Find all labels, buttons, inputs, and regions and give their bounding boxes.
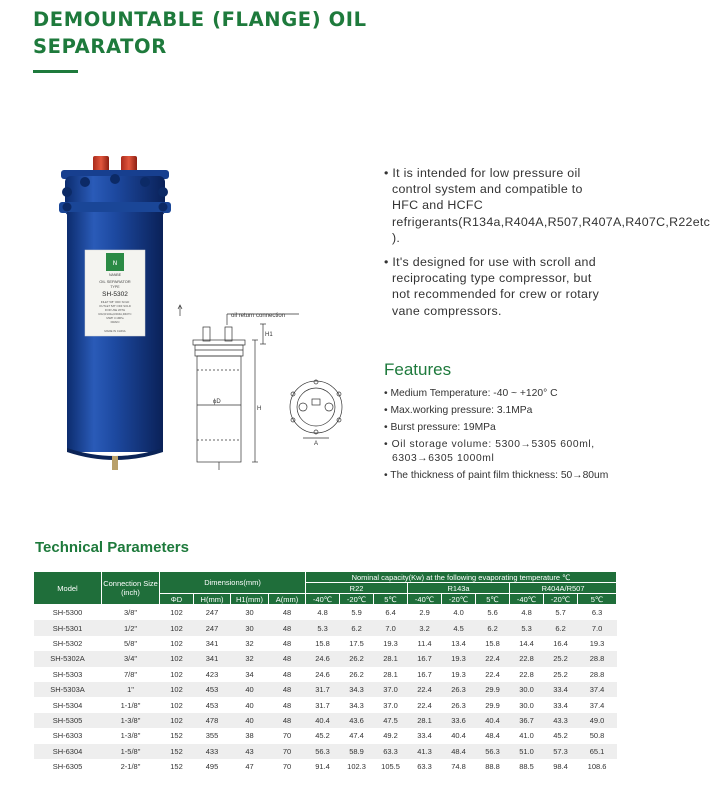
value-cell: 48: [282, 608, 292, 618]
value-cell: 5.9: [351, 608, 362, 618]
value-cell: 102: [160, 713, 194, 728]
value-cell: 48: [269, 651, 306, 666]
value-cell: 47.4: [349, 731, 364, 741]
value-cell: 2.9: [419, 608, 430, 618]
value-cell: 2-1/8": [120, 762, 141, 772]
value-cell: 47.5: [374, 713, 408, 728]
value-cell: 31.7: [306, 682, 340, 697]
label-spec: MWP 3.1MPa: [106, 316, 124, 320]
value-cell: 49.2: [383, 731, 398, 741]
value-cell: 19.3: [442, 651, 476, 666]
value-cell: 58.9: [340, 744, 374, 759]
value-cell: 48: [269, 713, 306, 728]
value-cell: 40.4: [476, 713, 510, 728]
header-temp: -20℃: [340, 594, 374, 605]
value-cell: 26.3: [442, 682, 476, 697]
value-cell: 48: [282, 669, 292, 679]
value-cell: 91.4: [315, 762, 330, 772]
brand-logo: [106, 253, 124, 271]
value-cell: 33.6: [442, 713, 476, 728]
model-cell: SH-5303: [52, 669, 83, 679]
header-temp: 5℃: [476, 594, 510, 605]
value-cell: 56.3: [476, 744, 510, 759]
label-spec: INLET 5/8" ODF SOLD: [100, 300, 130, 304]
value-cell: 341: [205, 638, 219, 648]
table-row: [34, 697, 617, 712]
value-cell: 43: [231, 744, 269, 759]
value-cell: 105.5: [381, 762, 400, 772]
value-cell: 3.2: [408, 620, 442, 635]
value-cell: 37.0: [374, 682, 408, 697]
header-a: A(mm): [269, 594, 306, 605]
value-cell: 433: [194, 744, 231, 759]
product-image: [55, 152, 175, 472]
value-cell: 45.2: [315, 731, 330, 741]
value-cell: 102: [160, 651, 194, 666]
header-model: Model: [34, 572, 102, 605]
value-cell: 24.6: [315, 669, 330, 679]
value-cell: 33.4: [553, 700, 568, 710]
value-cell: 37.0: [383, 700, 398, 710]
header-dimensions: Dimensions(mm): [160, 572, 306, 594]
value-cell: 32: [245, 638, 254, 648]
feature-item: • Medium Temperature: -40 ~ +120° C: [384, 388, 558, 399]
value-cell: 33.4: [417, 731, 432, 741]
value-cell: 16.7: [408, 651, 442, 666]
value-cell: 38: [245, 731, 254, 741]
value-cell: 25.2: [553, 669, 568, 679]
value-cell: 63.3: [417, 762, 432, 772]
table-row: [34, 651, 617, 666]
value-cell: 41.0: [519, 731, 534, 741]
value-cell: 5.7: [555, 608, 566, 618]
drawing-label: oil return connection: [231, 313, 286, 319]
value-cell: 40: [245, 700, 254, 710]
label-model: SH-5302: [102, 291, 128, 298]
header-capacity: Nominal capacity(Kw) at the following evaporating temperature ℃: [306, 572, 617, 583]
value-cell: 74.8: [451, 762, 466, 772]
value-cell: 453: [205, 700, 219, 710]
value-cell: 6.2: [340, 620, 374, 635]
model-cell: SH-6303: [52, 731, 83, 741]
label-brand: NANBE: [108, 273, 122, 277]
value-cell: 453: [194, 682, 231, 697]
value-cell: 40.4: [451, 731, 466, 741]
value-cell: 48: [269, 620, 306, 635]
value-cell: 4.8: [521, 608, 532, 618]
model-cell: SH-5300: [52, 608, 83, 618]
value-cell: 13.4: [451, 638, 466, 648]
label-type: TYPE: [110, 285, 120, 289]
header-refrigerant: R404A/R507: [510, 583, 617, 594]
svg-text:N: N: [112, 260, 118, 267]
value-cell: 26.3: [451, 700, 466, 710]
table-row: [34, 713, 617, 728]
value-cell: 22.8: [519, 669, 534, 679]
value-cell: 49.0: [578, 713, 617, 728]
value-cell: 40: [231, 713, 269, 728]
drain-pipe: [112, 456, 118, 470]
value-cell: 65.1: [578, 744, 617, 759]
page-title: DEMOUNTABLE (FLANGE) OIL SEPARATOR: [33, 8, 367, 58]
value-cell: 1-5/8": [102, 744, 160, 759]
header-refrigerant: R143a: [408, 583, 510, 594]
value-cell: 152: [170, 762, 183, 772]
model-cell: SH-5304: [52, 700, 83, 710]
technical-parameters-table: [33, 571, 617, 774]
table-row: [34, 682, 617, 697]
value-cell: 22.4: [417, 700, 432, 710]
feature-item: • Burst pressure: 19MPa: [384, 422, 496, 433]
value-cell: 355: [205, 731, 219, 741]
header-diameter: ΦD: [160, 594, 194, 605]
value-cell: 29.9: [485, 700, 500, 710]
value-cell: 30: [231, 620, 269, 635]
value-cell: 247: [194, 620, 231, 635]
label-spec: FOR USE WITH: [104, 308, 126, 312]
value-cell: 22.4: [485, 669, 500, 679]
value-cell: 28.8: [589, 669, 605, 679]
value-cell: 47: [245, 762, 254, 772]
header-temp: 5℃: [374, 594, 408, 605]
value-cell: 88.8: [485, 762, 500, 772]
value-cell: 5.6: [487, 608, 498, 618]
value-cell: 11.4: [417, 638, 432, 648]
header-height1: H1(mm): [231, 594, 269, 605]
model-cell: SH-5302: [52, 638, 83, 648]
feature-item: • The thickness of paint film thickness: 50→80um: [384, 469, 609, 481]
value-cell: 1-3/8": [102, 713, 160, 728]
table-row: [34, 744, 617, 759]
value-cell: 5.3: [510, 620, 544, 635]
label-spec: MADE IN CHINA: [104, 329, 126, 333]
value-cell: 247: [205, 608, 219, 618]
value-cell: 16.4: [553, 638, 568, 648]
value-cell: 22.4: [408, 682, 442, 697]
value-cell: 45.2: [553, 731, 568, 741]
model-cell: SH-5303A: [34, 682, 102, 697]
value-cell: 48.4: [442, 744, 476, 759]
header-refrigerant: R22: [306, 583, 408, 594]
value-cell: 3/4": [102, 651, 160, 666]
label-name: OIL SEPARATOR: [99, 279, 131, 284]
value-cell: 6.4: [385, 608, 396, 618]
value-cell: 30.0: [510, 682, 544, 697]
header-connection: Connection Size (inch): [102, 572, 160, 605]
value-cell: 4.8: [317, 608, 328, 618]
value-cell: 31.7: [315, 700, 330, 710]
header-temp: 5℃: [578, 594, 617, 605]
value-cell: 30: [245, 608, 254, 618]
value-cell: 36.7: [510, 713, 544, 728]
value-cell: 22.8: [510, 651, 544, 666]
value-cell: 15.8: [485, 638, 500, 648]
value-cell: 26.2: [340, 651, 374, 666]
model-cell: SH-5305: [34, 713, 102, 728]
value-cell: 32: [231, 651, 269, 666]
model-cell: SH-6305: [52, 762, 83, 772]
table-row: [34, 620, 617, 635]
header-height: H(mm): [194, 594, 231, 605]
value-cell: 48: [282, 638, 292, 648]
value-cell: 4.0: [453, 608, 464, 618]
header-temp: -40℃: [408, 594, 442, 605]
feature-item: • Oil storage volume: 5300→5305 600ml, 6303→6305 1000ml: [384, 439, 595, 464]
value-cell: 43.6: [340, 713, 374, 728]
value-cell: 17.5: [349, 638, 364, 648]
value-cell: 63.3: [374, 744, 408, 759]
value-cell: 102: [160, 620, 194, 635]
value-cell: 14.4: [519, 638, 534, 648]
value-cell: 6.3: [591, 608, 603, 618]
value-cell: 29.9: [476, 682, 510, 697]
value-cell: 37.4: [589, 700, 605, 710]
table-row: [34, 667, 617, 682]
value-cell: 30.0: [519, 700, 534, 710]
header-temp: -20℃: [544, 594, 578, 605]
table-row: [34, 605, 617, 621]
value-cell: 88.5: [519, 762, 534, 772]
value-cell: 152: [160, 744, 194, 759]
value-cell: 4.5: [442, 620, 476, 635]
model-cell: SH-5302A: [34, 651, 102, 666]
value-cell: 7/8": [123, 669, 138, 679]
feature-item: • Max.working pressure: 3.1MPa: [384, 405, 533, 416]
value-cell: 102: [160, 682, 194, 697]
value-cell: 15.8: [315, 638, 330, 648]
header-temp: -40℃: [306, 594, 340, 605]
value-cell: 1": [102, 682, 160, 697]
label-spec: DRAIN: [110, 320, 120, 324]
value-cell: 41.3: [408, 744, 442, 759]
value-cell: 19.3: [451, 669, 466, 679]
value-cell: 48.4: [485, 731, 500, 741]
value-cell: 28.1: [408, 713, 442, 728]
value-cell: 1/2": [102, 620, 160, 635]
value-cell: 28.8: [578, 651, 617, 666]
value-cell: 28.1: [374, 651, 408, 666]
technical-drawing: [175, 300, 375, 475]
value-cell: 25.2: [544, 651, 578, 666]
value-cell: 102.3: [347, 762, 366, 772]
value-cell: 3/8": [123, 608, 138, 618]
value-cell: 102: [170, 638, 183, 648]
value-cell: 43.3: [544, 713, 578, 728]
description-item: • It is intended for low pressure oil control system and compatible to HFC and HCFC refrigerants(R134a,R404A,R507,R407A,R407C,R22etc ).: [384, 166, 710, 245]
value-cell: 423: [205, 669, 219, 679]
value-cell: 70: [269, 744, 306, 759]
value-cell: 7.0: [578, 620, 617, 635]
value-cell: 28.1: [383, 669, 398, 679]
value-cell: 102: [170, 608, 183, 618]
model-cell: SH-6304: [34, 744, 102, 759]
value-cell: 1-1/8": [120, 700, 141, 710]
title-underline: [33, 70, 78, 73]
value-cell: 51.0: [510, 744, 544, 759]
value-cell: 152: [170, 731, 183, 741]
value-cell: 34: [245, 669, 254, 679]
value-cell: 57.3: [544, 744, 578, 759]
value-cell: 40.4: [306, 713, 340, 728]
value-cell: 16.7: [417, 669, 432, 679]
label-spec: OUTLET 5/8" ODF SOLD: [99, 304, 131, 308]
technical-parameters-heading: Technical Parameters: [35, 539, 189, 556]
value-cell: 56.3: [306, 744, 340, 759]
value-cell: 7.0: [374, 620, 408, 635]
value-cell: 48: [282, 700, 292, 710]
value-cell: 495: [205, 762, 219, 772]
table-row: [34, 759, 617, 774]
table-row: [34, 636, 617, 651]
value-cell: 33.4: [544, 682, 578, 697]
value-cell: 1-3/8": [120, 731, 141, 741]
value-cell: 108.6: [587, 762, 607, 772]
value-cell: 5.3: [306, 620, 340, 635]
value-cell: 102: [170, 669, 183, 679]
features-heading: Features: [384, 360, 452, 379]
value-cell: 37.4: [578, 682, 617, 697]
label-spec: R22,R134a,R404A,R407C: [98, 312, 132, 316]
dimension-a: A: [314, 441, 319, 447]
value-cell: 6.2: [476, 620, 510, 635]
value-cell: 48: [269, 682, 306, 697]
value-cell: 34.3: [349, 700, 364, 710]
features-list: [384, 387, 610, 486]
value-cell: 22.4: [476, 651, 510, 666]
value-cell: 341: [194, 651, 231, 666]
value-cell: 70: [282, 731, 292, 741]
dimension-diameter: ϕD: [213, 399, 221, 405]
dimension-h1: H1: [265, 332, 273, 338]
description-list: [384, 165, 710, 327]
value-cell: 102: [170, 700, 183, 710]
value-cell: 40: [231, 682, 269, 697]
value-cell: 70: [282, 762, 292, 772]
value-cell: 98.4: [553, 762, 568, 772]
model-cell: SH-5301: [34, 620, 102, 635]
value-cell: 6.2: [544, 620, 578, 635]
value-cell: 5/8": [123, 638, 138, 648]
value-cell: 19.3: [383, 638, 398, 648]
value-cell: 478: [194, 713, 231, 728]
header-temp: -40℃: [510, 594, 544, 605]
header-temp: -20℃: [442, 594, 476, 605]
value-cell: 19.3: [589, 638, 605, 648]
table-body: [34, 605, 617, 775]
value-cell: 34.3: [340, 682, 374, 697]
value-cell: 26.2: [349, 669, 364, 679]
value-cell: 50.8: [589, 731, 605, 741]
description-item: • It's designed for use with scroll and reciprocating type compressor, but not recommended for crew or rotary vane compressors.: [384, 255, 600, 318]
value-cell: 24.6: [306, 651, 340, 666]
dimension-h: H: [257, 406, 262, 412]
table-row: [34, 728, 617, 743]
